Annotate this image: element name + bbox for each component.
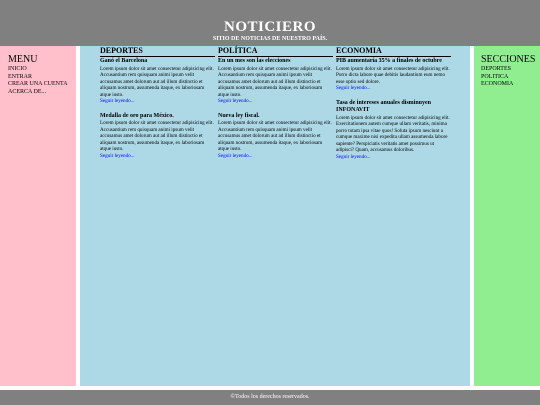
article-body: Lorem ipsum dolor sit amet consectetur adipisicing elit. Porro dicta labore quae debitis laudantium eum nemo esse optio sed dolore. [336,65,450,85]
article [336,100,451,161]
article-body: Lorem ipsum dolor sit amet consectetur adipisicing elit. Exercitationem autem cumque ullam veritatis, minima porro totam ipsa vitae quos! Soluta ipsum nesciunt a cumque maxime nisi expedita ullam assumenda labore sapiente? Perspiciatis veritatis amet possimus ut adipisci? Quam, accusamus doloribus. [336,114,450,153]
read-more-link[interactable]: Seguir leyendo... [336,85,371,91]
article-body: Lorem ipsum dolor sit amet consectetur adipisicing elit. Accusantium rem quisquam animi ipsum velit accusamus amet dolorum aut ad illum distinctio et aliquam nostrum, assumenda itaque, ex laboriosam atque iusto. [218,120,332,152]
article-title: Medalla de oro para México. [100,112,174,119]
menu-item-entrar[interactable]: ENTRAR [8,73,32,80]
article-title: Ganó el Barcelona [100,58,148,64]
column-politica [218,46,333,167]
article [218,113,333,160]
site-subtitle: SITIO DE NOTICIAS DE NUESTRO PAÍS. [212,36,328,42]
article-title: En un mes son las elecciones [218,58,291,64]
menu-item-acerca-de[interactable]: ACERCA DE... [8,88,47,95]
read-more-link[interactable]: Seguir leyendo... [100,98,135,104]
section-item-economia[interactable]: ECONOMIA [481,81,514,87]
article [100,113,215,160]
menu-item-inicio[interactable]: INICIO [8,66,27,72]
article [218,58,333,105]
read-more-link[interactable]: Seguir leyendo... [336,153,371,160]
read-more-link[interactable]: Seguir leyendo... [218,98,253,104]
read-more-link[interactable]: Seguir leyendo... [100,152,135,159]
copyright-text: ©Todos los derechos reservados. [230,394,310,400]
article-title: Nueva ley fiscal. [218,112,260,119]
sections-title: SECCIONES [481,54,536,65]
article-title: PIB aumentaría 35% a finales de octubre [336,58,442,64]
news-content [80,46,470,386]
column-economia [336,46,451,168]
article-body: Lorem ipsum dolor sit amet consectetur adipisicing elit. Accusantium rem quisquam animi ipsum velit accusamus amet dolorum aut ad illum distinctio et aliquam nostrum, assumenda itaque, ex laboriosam atque iusto. [100,65,214,98]
site-header [0,0,540,46]
column-heading: DEPORTES [100,46,215,57]
menu-title: MENU [8,54,38,65]
column-deportes [100,46,215,167]
article-title: Tasa de intereses anuales disminuyen INFONAVIT [336,99,432,113]
site-footer [0,390,540,405]
column-heading: ECONOMIA [336,46,451,57]
section-item-deportes[interactable]: DEPORTES [481,66,511,72]
article-body: Lorem ipsum dolor sit amet consectetur adipisicing elit. Accusantium rem quisquam animi ipsum velit accusamus amet dolorum aut ad illum distinctio et aliquam nostrum, assumenda itaque, ex laboriosam atque iusto. [100,120,214,152]
sections-list [481,66,540,89]
menu-sidebar [0,46,76,386]
section-item-politica[interactable]: POLITICA [481,73,509,80]
column-heading: POLÍTICA [218,46,333,57]
menu-item-crear-cuenta[interactable]: CREAR UNA CUENTA [8,81,68,87]
read-more-link[interactable]: Seguir leyendo... [218,152,253,159]
article-body: Lorem ipsum dolor sit amet consectetur adipisicing elit. Accusantium rem quisquam animi ipsum velit accusamus amet dolorum aut ad illum distinctio et aliquam nostrum, assumenda itaque, ex laboriosam atque iusto. [218,65,332,98]
site-title: NOTICIERO [223,19,317,35]
article [100,58,215,105]
article [336,58,451,92]
sections-sidebar [474,46,540,386]
menu-list [8,66,76,96]
